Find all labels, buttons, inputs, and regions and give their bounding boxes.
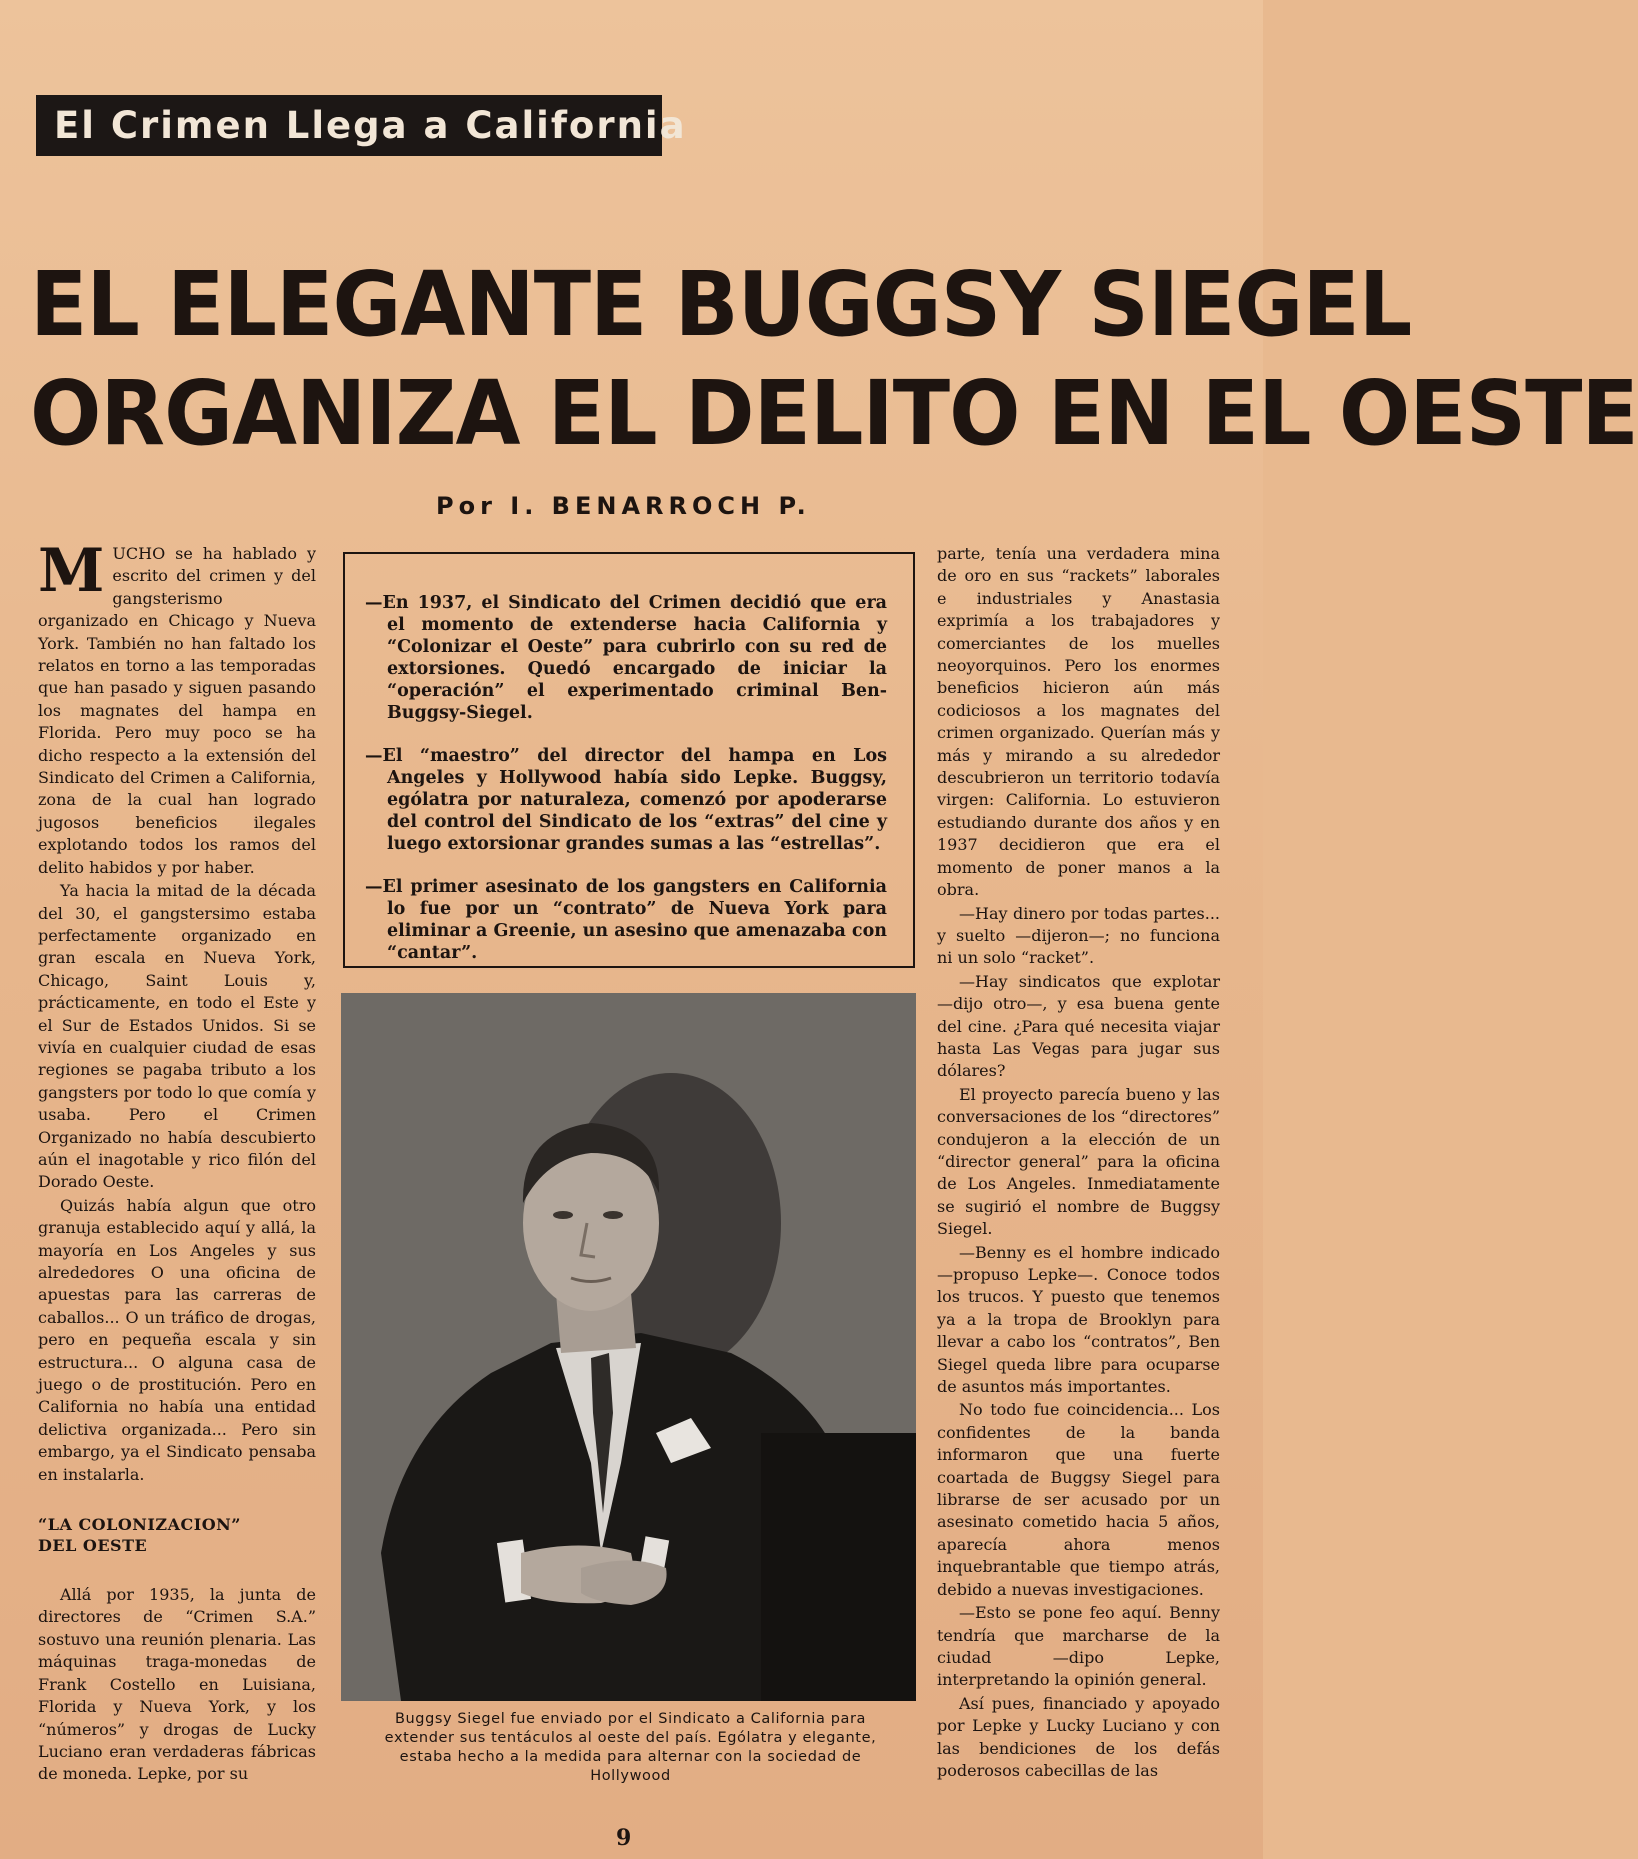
paragraph: Así pues, financiado y apoyado por Lepke y Lucky Luciano y con las bendiciones de los defás poderosos cabecillas de las (937, 1693, 1220, 1780)
summary-box (343, 552, 915, 968)
subheading-line-1: “LA COLONIZACION” (38, 1515, 241, 1535)
paragraph (38, 536, 316, 879)
portrait-illustration (341, 993, 916, 1701)
headline-line-2: ORGANIZA EL DELITO EN EL OESTE (30, 361, 1638, 466)
right-column (937, 543, 1220, 1783)
paragraph: parte, tenía una verdadera mina de oro en sus “rackets” laborales e industriales y Anastasia exprimía a los trabajadores y comerciantes de los muelles neoyorquinos. Pero los enormes beneficios hicieron aún más codiciosos a los magnates del crimen organizado. Querían más y más y mirando a su alrededor descubrieron un territorio todavía virgen: California. Lo estuvieron estudiando durante dos años y en 1937 decidieron que era el momento de poner manos a la obra. (937, 544, 1220, 900)
summary-item: —El primer asesinato de los gangsters en California lo fue por un “contrato” de Nueva York para eliminar a Greenie, un asesino que amenazaba con “cantar”. (365, 877, 887, 963)
summary-item: —En 1937, el Sindicato del Crimen decidió que era el momento de extenderse hacia California y “Colonizar el Oeste” para cubrirlo con su red de extorsiones. Quedó encargado de iniciar la “operación” el experimentado criminal Ben-Buggsy-Siegel. (365, 593, 887, 723)
paragraph: —Hay dinero por todas partes... y suelto —dijeron—; no funciona ni un solo “racket”. (937, 903, 1220, 968)
summary-item: —El “maestro” del director del hampa en Los Angeles y Hollywood había sido Lepke. Buggsy, ególatra por naturaleza, comenzó por apoderarse del control del Sindicato de los “extras” del cine y luego extorsionar grandes sumas a las “estrellas”. (365, 746, 887, 854)
paragraph: Quizás había algun que otro granuja establecido aquí y allá, la mayoría en Los Angeles y sus alrededores O una oficina de apuestas para las carreras de caballos... O un tráfico de drogas, pero en pequeña escala y sin estructura... O alguna casa de juego o de prostitución. Pero en California no había una entidad delictiva organizada... Pero sin embargo, ya el Sindicato pensaba en instalarla. (38, 1195, 316, 1484)
paragraph: El proyecto parecía bueno y las conversaciones de los “directores” condujeron a la elección de un “director general” para la oficina de Los Angeles. Inmediatamente se sugirió el nombre de Buggsy Siegel. (937, 1084, 1220, 1239)
photo-caption: Buggsy Siegel fue enviado por el Sindicato a California para extender sus tentáculos al oeste del país. Ególatra y elegante, estaba hecho a la medida para alternar con la sociedad de Hollywood (384, 1711, 877, 1784)
paragraph: Ya hacia la mitad de la década del 30, el gangstersimo estaba perfectamente organizado en gran escala en Nueva York, Chicago, Saint Louis y, prácticamente, en todo el Este y el Sur de Estados Unidos. Si se vivía en cualquier ciudad de esas regiones se pagaba tributo a los gangsters por todo lo que comía y usaba. Pero el Crimen Organizado no había descubierto aún el inagotable y rico filón del Dorado Oeste. (38, 881, 316, 1192)
paragraph: Allá por 1935, la junta de directores de “Crimen S.A.” sostuvo una reunión plenaria. Las máquinas traga-monedas de Frank Costello en Luisiana, Florida y Nueva York, y los “números” y drogas de Lucky Luciano eran verdaderas fábricas de moneda. Lepke, por su (38, 1585, 316, 1784)
left-column (38, 536, 316, 1787)
headline (30, 250, 1638, 468)
drop-cap: M (38, 536, 105, 606)
subheading (38, 1514, 316, 1556)
paragraph: —Hay sindicatos que explotar —dijo otro—, y esa buena gente del cine. ¿Para qué necesita viajar hasta Las Vegas para jugar sus dólares? (937, 971, 1220, 1081)
page-number: 9 (616, 1825, 632, 1851)
subheading-line-2: DEL OESTE (38, 1536, 148, 1556)
headline-line-1: EL ELEGANTE BUGGSY SIEGEL (30, 252, 1412, 356)
byline: Por I. BENARROCH P. (436, 492, 811, 520)
section-banner: El Crimen Llega a California (36, 95, 662, 156)
paragraph: —Esto se pone feo aquí. Benny tendría que marcharse de la ciudad —dipo Lepke, interpretando la opinión general. (937, 1603, 1220, 1690)
paragraph-text: UCHO se ha hablado y escrito del crimen y del gangsterismo organizado en Chicago y Nueva York. También no han faltado los relatos en torno a las temporadas que han pasado y siguen pasando los magnates del hampa en Florida. Pero muy poco se ha dicho respecto a la extensión del Sindicato del Crimen a California, zona de la cual han logrado jugosos beneficios ilegales explotando todos los ramos del delito habidos y por haber. (38, 544, 316, 877)
portrait-photo (341, 993, 916, 1701)
paragraph: —Benny es el hombre indicado —propuso Lepke—. Conoce todos los trucos. Y puesto que tenemos ya a la tropa de Brooklyn para llevar a cabo los “contratos”, Ben Siegel queda libre para ocuparse de asuntos más importantes. (937, 1242, 1220, 1397)
paragraph: No todo fue coincidencia... Los confidentes de la banda informaron que una fuerte coartada de Buggsy Siegel para librarse de ser acusado por un asesinato cometido hacia 5 años, aparecía ahora menos inquebrantable que tiempo atrás, debido a nuevas investigaciones. (937, 1400, 1220, 1599)
